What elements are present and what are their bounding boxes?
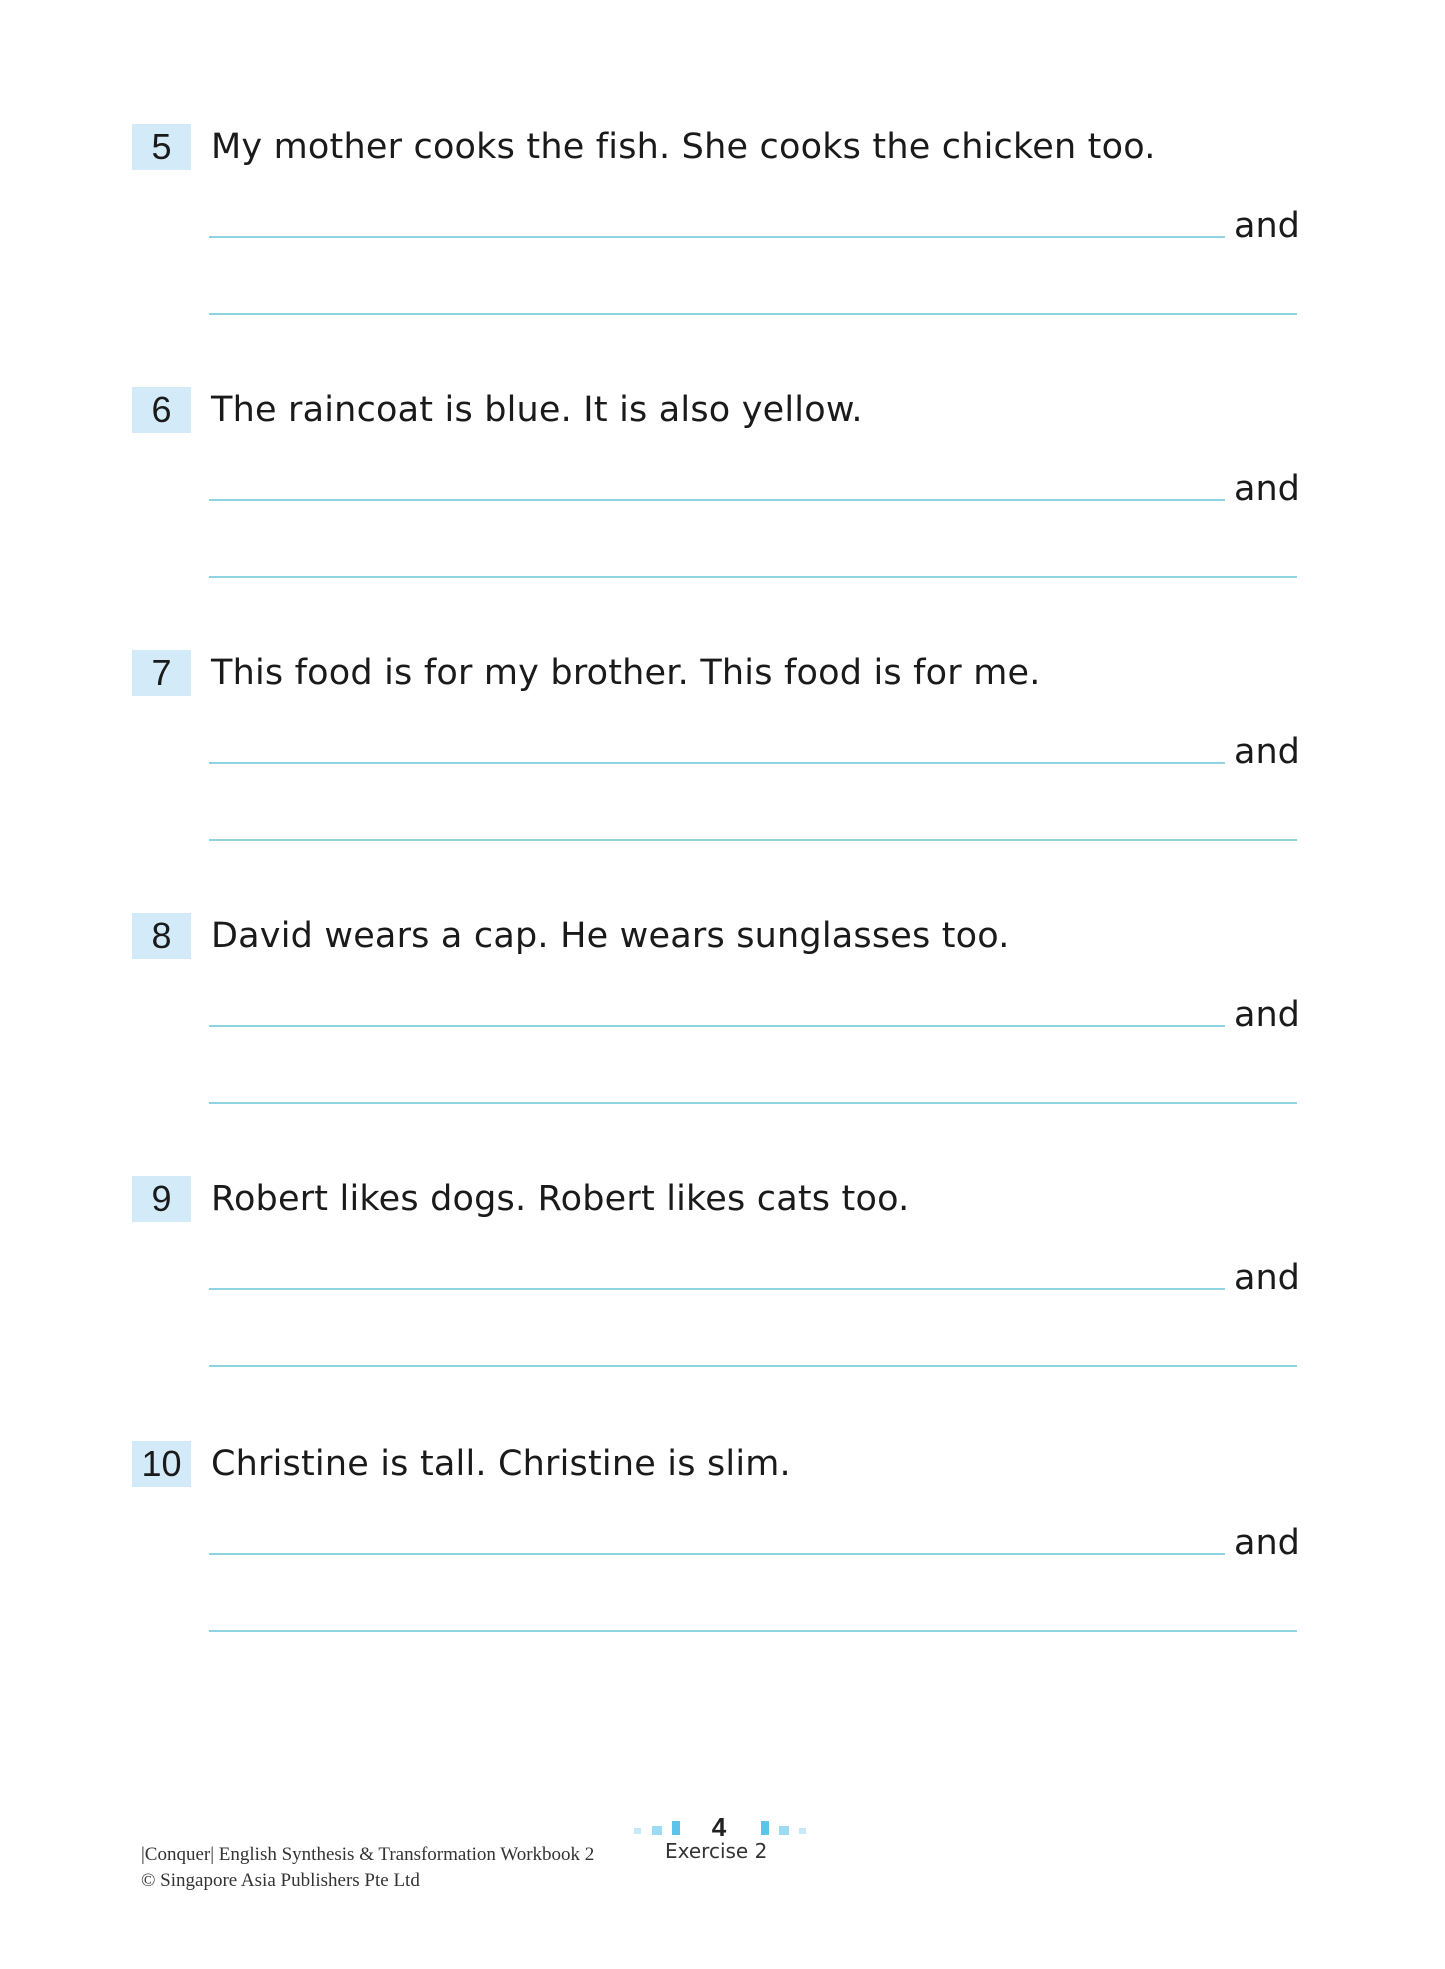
connector-word: and bbox=[1234, 732, 1300, 772]
question-number: 6 bbox=[132, 387, 191, 433]
marker-square-icon bbox=[652, 1826, 662, 1835]
answer-line-1[interactable] bbox=[209, 762, 1225, 764]
marker-square-icon bbox=[672, 1821, 680, 1835]
question-sentence: David wears a cap. He wears sunglasses too. bbox=[211, 916, 1010, 956]
question-9 bbox=[0, 1176, 1445, 1439]
question-6 bbox=[0, 387, 1445, 650]
page-number: 4 bbox=[711, 1812, 727, 1842]
question-7 bbox=[0, 650, 1445, 913]
answer-line-2[interactable] bbox=[209, 313, 1297, 315]
question-sentence: My mother cooks the fish. She cooks the chicken too. bbox=[211, 127, 1156, 167]
answer-line-2[interactable] bbox=[209, 1630, 1297, 1632]
connector-word: and bbox=[1234, 995, 1300, 1035]
answer-line-2[interactable] bbox=[209, 576, 1297, 578]
answer-line-1[interactable] bbox=[209, 499, 1225, 501]
question-sentence: Christine is tall. Christine is slim. bbox=[211, 1444, 791, 1484]
answer-line-1[interactable] bbox=[209, 1288, 1225, 1290]
question-sentence: This food is for my brother. This food is for me. bbox=[211, 653, 1041, 693]
copyright-notice: © Singapore Asia Publishers Pte Ltd bbox=[141, 1870, 420, 1891]
question-sentence: The raincoat is blue. It is also yellow. bbox=[211, 390, 863, 430]
question-number: 5 bbox=[132, 124, 191, 170]
question-number: 8 bbox=[132, 913, 191, 959]
connector-word: and bbox=[1234, 206, 1300, 246]
question-number: 10 bbox=[132, 1441, 191, 1487]
answer-line-1[interactable] bbox=[209, 236, 1225, 238]
book-title: |Conquer| English Synthesis & Transformation Workbook 2 bbox=[141, 1844, 595, 1865]
answer-line-2[interactable] bbox=[209, 839, 1297, 841]
marker-square-icon bbox=[634, 1828, 641, 1834]
connector-word: and bbox=[1234, 469, 1300, 509]
answer-line-2[interactable] bbox=[209, 1102, 1297, 1104]
question-sentence: Robert likes dogs. Robert likes cats too. bbox=[211, 1179, 910, 1219]
question-5 bbox=[0, 124, 1445, 387]
marker-square-icon bbox=[761, 1821, 769, 1835]
answer-line-2[interactable] bbox=[209, 1365, 1297, 1367]
question-8 bbox=[0, 913, 1445, 1176]
section-label: Exercise 2 bbox=[665, 1839, 768, 1863]
question-10 bbox=[0, 1441, 1445, 1704]
marker-square-icon bbox=[779, 1826, 789, 1835]
question-number: 7 bbox=[132, 650, 191, 696]
question-number: 9 bbox=[132, 1176, 191, 1222]
connector-word: and bbox=[1234, 1523, 1300, 1563]
connector-word: and bbox=[1234, 1258, 1300, 1298]
answer-line-1[interactable] bbox=[209, 1553, 1225, 1555]
marker-square-icon bbox=[799, 1828, 806, 1834]
answer-line-1[interactable] bbox=[209, 1025, 1225, 1027]
